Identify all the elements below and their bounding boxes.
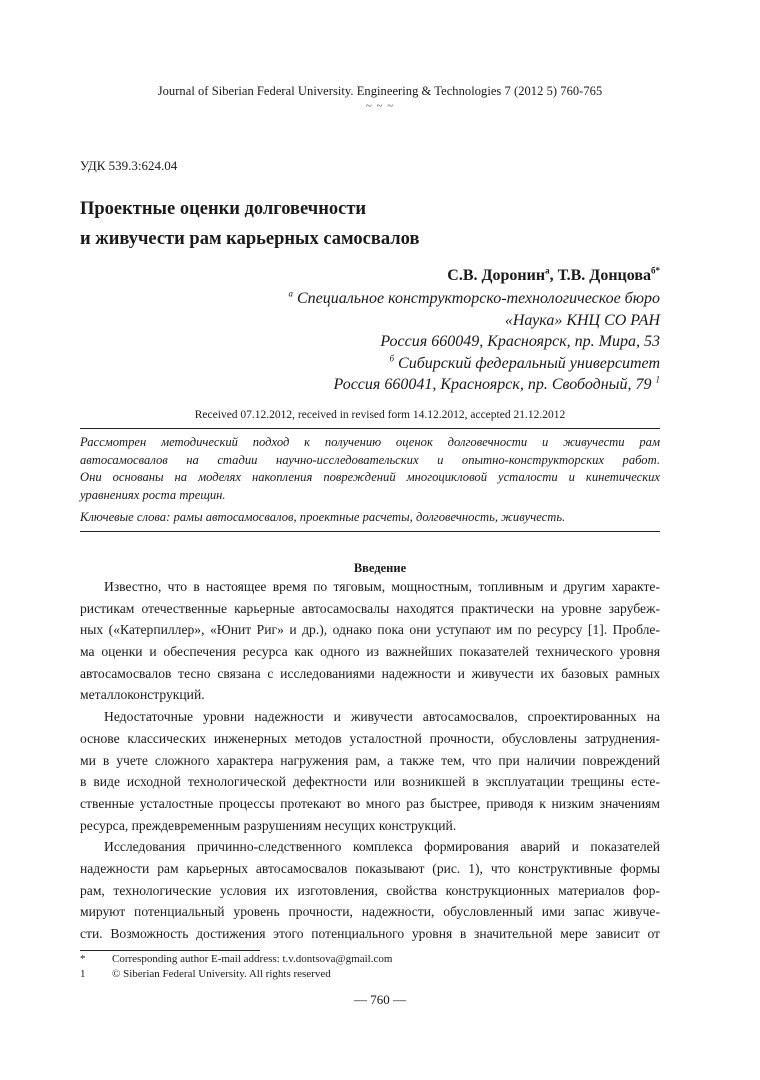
paragraph-2-line: ственные усталостные процессы протекают во много раз быстрее, приводя к низким значениям [80,795,660,811]
paragraph-3-line: мируют потенциальный уровень прочности, надежности, обусловленный ими запас живуче- [80,904,660,920]
paragraph-3-line: надежности рам карьерных автосамосвалов показывают (рис. 1), что конструктивные формы [80,860,660,876]
paragraph-1-line: автосамосвалов тесно связана с исследованиями надежности и живучести их базовых рамных [80,665,660,681]
author-1-name: С.В. Доронин [447,267,546,284]
abstract-line-4: уравнениях роста трещин. [80,487,226,502]
article-title-line-2: и живучести рам карьерных самосвалов [80,229,420,249]
keywords: Ключевые слова: рамы автосамосвалов, проектные расчеты, долговечность, живучесть. [80,510,566,524]
author-2-affiliation-mark: б* [651,265,660,276]
paragraph-2-line: Недостаточные уровни надежности и живучести автосамосвалов, спроектированных на [104,709,660,725]
affiliation-a-mark: а [288,288,293,299]
paragraph-2-line: ми в учете сложного характера нагружения рам, а также тем, что при наличии повреждений [80,752,660,768]
udk-code: УДК 539.3:624.04 [80,158,178,173]
footnote-1-mark: * [80,953,86,965]
affiliation-b-org: Сибирский федеральный университет [394,354,660,372]
footnotes [80,952,392,982]
affiliation-b-address [289,374,661,396]
abstract [80,434,660,504]
affiliation-b-address-text: Россия 660041, Красноярск, пр. Свободный, 79 [333,376,656,393]
author-1-affiliation-mark: а [545,265,550,276]
footnote-2-text: © Siberian Federal University. All rights reserved [112,968,331,980]
paragraph-1-line: металлоконструкций. [80,687,205,703]
body-text [80,576,660,945]
header-ornament: ~ ~ ~ [365,100,395,112]
received-dates: Received 07.12.2012, received in revised form 14.12.2012, accepted 21.12.2012 [194,409,566,421]
journal-citation: Journal of Siberian Federal University. Engineering & Technologies 7 (2012 5) 760-765 [157,84,603,98]
article-title-line-1: Проектные оценки долговечности [80,199,367,219]
affiliation-a-line-1 [289,288,661,310]
affiliations [289,288,661,396]
paragraph-3-line: Исследования причинно-следственного комплекса формирования аварий и показателей [104,839,660,855]
affiliation-b-mark: б [389,353,395,364]
paragraph-1-line: ных («Катерпиллер», «Юнит Риг» и др.), однако пока они уступают им по ресурсу [1]. Пробле- [80,622,660,638]
footnote-2-mark: 1 [80,968,86,980]
paragraph-3-line: рам, технологические условия их изготовления, свойства конструкционных материалов фор- [80,882,660,898]
paragraph-2-line: основе классических инженерных методов усталостной прочности, обусловлены затруднения- [80,730,660,746]
affiliation-a-org: Специальное конструкторско-технологическое бюро [293,290,660,307]
paragraph-1-line: ма оценки и обеспечения ресурса как одного из важнейших показателей технического уровня [80,644,660,660]
authors [447,267,660,285]
author-separator: , [549,267,558,284]
abstract-top-rule [80,428,660,429]
paragraph-2-line: в виде исходной технологической дефектности или возникшей в эксплуатации трещины есте- [80,774,660,790]
footnote-1-text: Corresponding author E-mail address: t.v.dontsova@gmail.com [112,953,393,965]
abstract-line-2: автосамосвалов на стадии научно-исследовательских и опытно-конструкторских работ. [80,452,660,467]
copyright-footnote-mark: 1 [655,374,660,385]
abstract-line-1: Рассмотрен методический подход к получению оценок долговечности и живучести рам [80,435,660,449]
paragraph-1-line: ристикам отечественные карьерные автосамосвалы находятся практически на уровне зарубеж- [80,600,660,616]
abstract-line-3: Они основаны на моделях накопления повреждений многоцикловой усталости и кинетических [80,470,660,485]
paragraph-3-line: сти. Возможность достижения этого потенциального уровня в значительной мере зависит от [80,926,660,941]
footnote-copyright [80,967,392,982]
section-heading: Введение [353,561,407,575]
affiliation-b-line-1 [289,353,661,375]
article-title [80,194,419,254]
page-number: — 760 — [354,992,406,1007]
abstract-bottom-rule [80,531,660,532]
affiliation-a-line-2: «Наука» КНЦ СО РАН [504,311,660,329]
author-2-name: Т.В. Донцова [557,267,651,284]
footnote-rule [80,950,260,951]
affiliation-a-address: Россия 660049, Красноярск, пр. Мира, 53 [380,333,660,350]
footnote-corresponding [80,952,392,967]
paragraph-1-line: Известно, что в настоящее время по тяговым, мощностным, топливным и другим характе- [104,579,660,594]
paragraph-2-line: ресурса, преждевременным разрушениям несущих конструкций. [80,817,457,833]
